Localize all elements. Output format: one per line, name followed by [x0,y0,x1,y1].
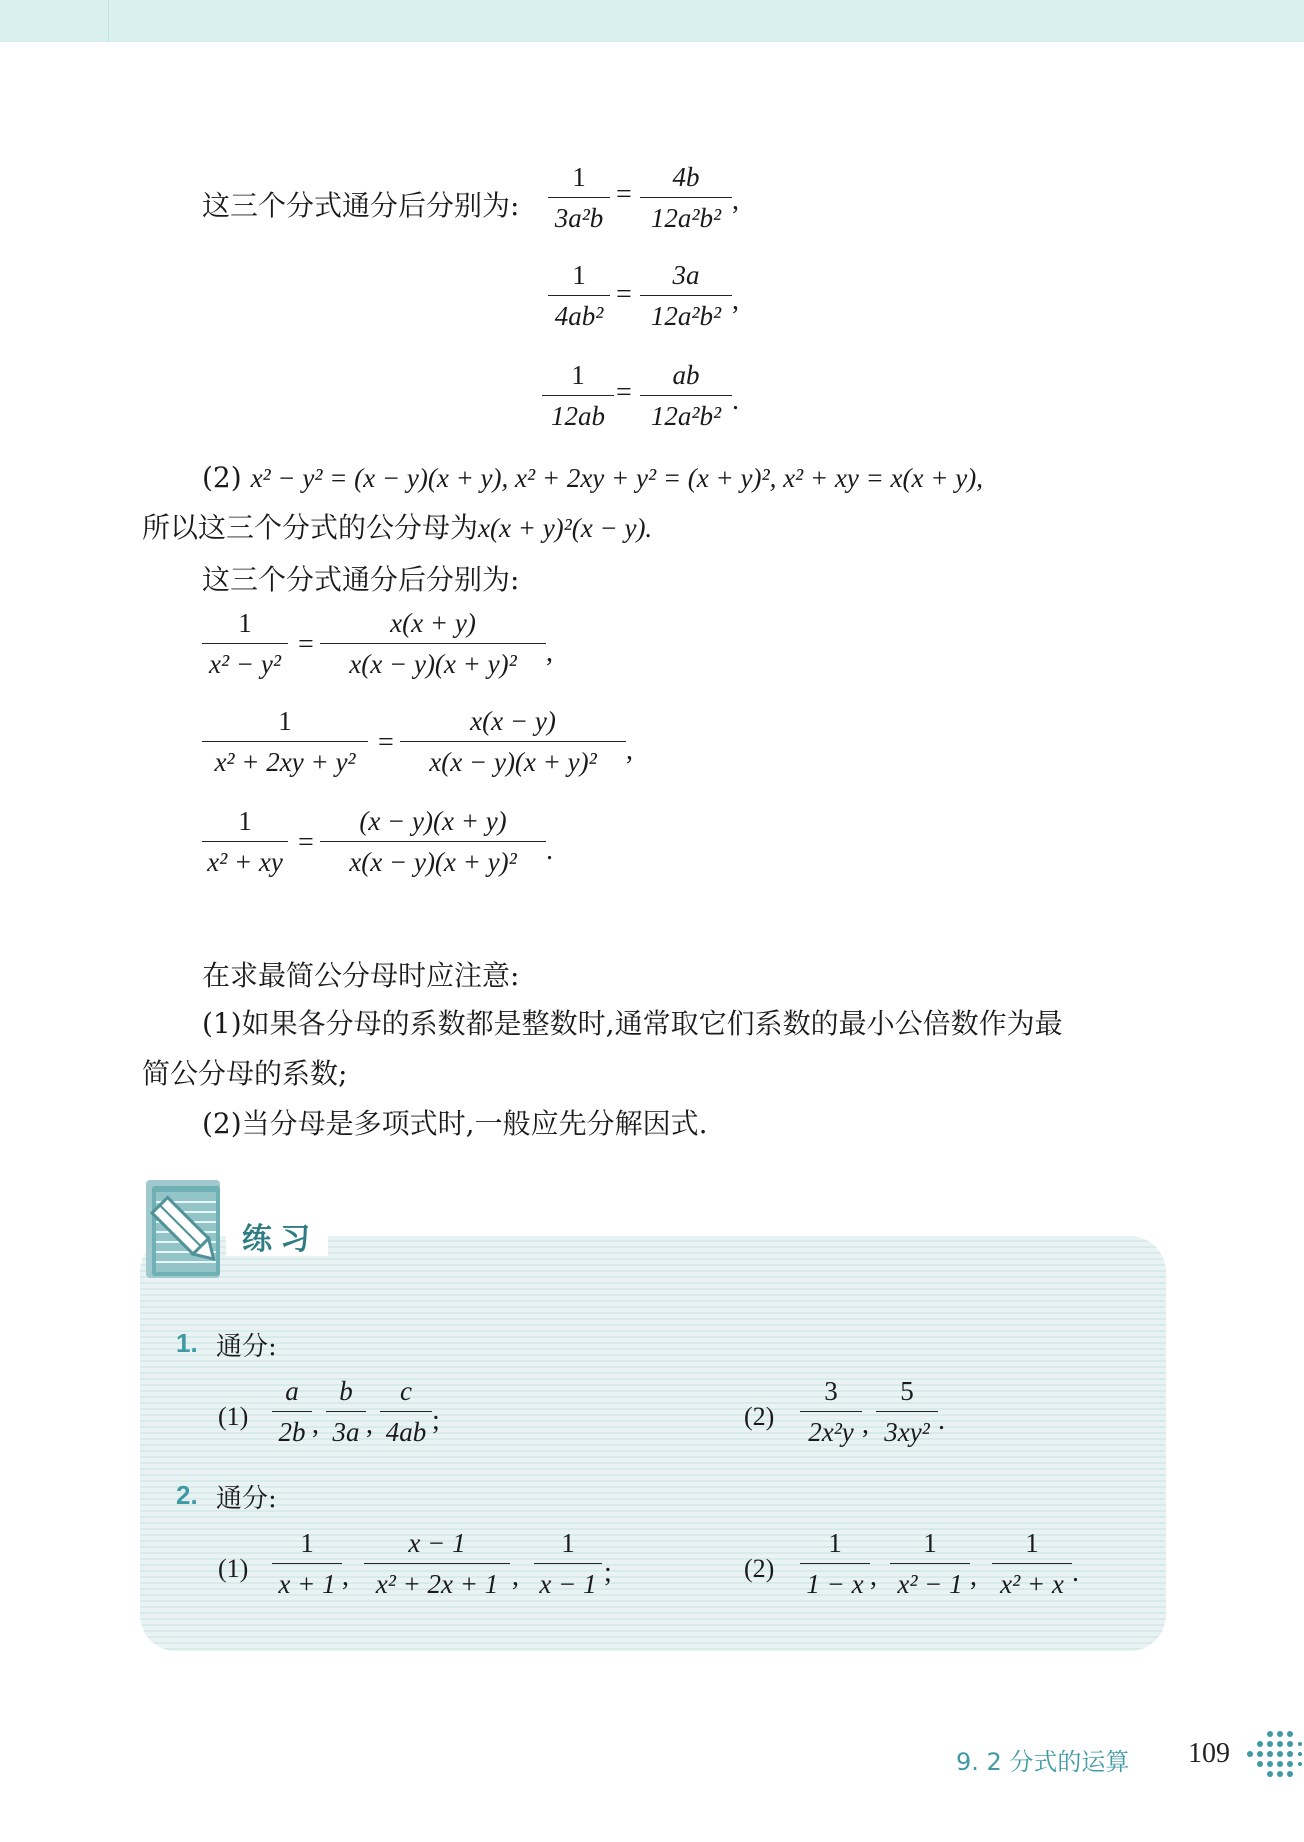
subquestion-label: (1) [218,1402,249,1431]
punctuation: . [1072,1557,1079,1588]
punctuation: ; [432,1405,440,1436]
subquestion-label: (2) [744,1402,775,1431]
equals-sign: = [616,279,632,310]
fraction: $\frac{1}{\text{x² + xy}}$ [202,804,288,879]
practice-title-tab [226,1208,328,1256]
footer-section-title: 9. 2 分式的运算 [956,1748,1130,1776]
question-number: 1. [176,1328,198,1358]
punctuation: ; [604,1557,612,1588]
fraction: $\frac{ab}{\text{12a²b²}}$ [640,358,732,433]
punctuation: , [312,1409,319,1440]
fraction: $\frac{1}{1 - x}$ [800,1526,870,1601]
notes-heading: 在求最简公分母时应注意: [202,959,520,992]
fraction: $\frac{3a}{\text{12a²b²}}$ [640,258,732,333]
fraction: $\frac{1}{\text{x² + 2xy + y²}}$ [202,704,368,779]
part2-line2 [142,510,652,546]
notes-item2: (2)当分母是多项式时,一般应先分解因式. [202,1107,708,1140]
part1-intro: 这三个分式通分后分别为: [202,189,520,222]
fraction: $\frac{x - 1}{\text{x² + 2x + 1}}$ [364,1526,510,1601]
question-number: 2. [176,1480,198,1510]
equals-sign: = [378,727,394,758]
punctuation: , [862,1409,869,1440]
fraction: $\frac{1}{\text{x² − y²}}$ [202,606,288,681]
factorization-math: x² − y² = (x − y)(x + y), x² + 2xy + y² = (x + y)², x² + xy = x(x + y), [250,463,983,493]
fraction: $\frac{c}{4ab}$ [380,1374,432,1449]
fraction: $\frac{1}{12ab}$ [542,358,614,433]
fraction: $\frac{1}{x + 1}$ [272,1526,342,1601]
fraction: $\frac{1}{\text{3a²b}}$ [548,160,610,235]
punctuation: , [546,637,553,668]
item-label: (2) [202,461,242,494]
subquestion-label: (2) [744,1554,775,1583]
punctuation: , [512,1561,519,1592]
question-text: 通分: [216,1332,277,1362]
equals-sign: = [616,377,632,408]
fraction: $\frac{5}{\text{3xy²}}$ [876,1374,938,1449]
fraction: $\frac{a}{2b}$ [272,1374,312,1449]
fraction: $\frac{1}{\text{x² − 1}}$ [890,1526,970,1601]
decorative-dot-grid-icon [1246,1728,1302,1784]
punctuation: , [732,185,739,216]
fraction: $\frac{b}{3a}$ [326,1374,366,1449]
punctuation: , [626,735,633,766]
fraction: $\frac{1}{\text{x² + x}}$ [992,1526,1072,1601]
fraction: $\frac{4b}{\text{12a²b²}}$ [640,160,732,235]
notes-item1-line2: 简公分母的系数; [142,1057,348,1090]
pencil-notebook-icon [146,1180,226,1278]
punctuation: , [732,285,739,316]
fraction: $\frac{x(x + y)}{\text{x(x − y)(x + y)²}}$ [320,606,546,681]
fraction: $\frac{1}{x - 1}$ [534,1526,602,1601]
question-text: 通分: [216,1484,277,1514]
punctuation: . [938,1405,945,1436]
punctuation: . [732,385,739,416]
part2-line3: 这三个分式通分后分别为: [202,563,520,596]
practice-title: 练习 [242,1222,318,1257]
punctuation: , [970,1561,977,1592]
header-band [0,0,1304,42]
fraction: $\frac{3}{\text{2x²y}}$ [800,1374,862,1449]
punctuation: , [870,1561,877,1592]
subquestion-label: (1) [218,1554,249,1583]
fraction: $\frac{x(x - y)}{\text{x(x − y)(x + y)²}}$ [400,704,626,779]
common-denominator-text: 所以这三个分式的公分母为 [142,511,479,544]
common-denominator-math: x(x + y)²(x − y). [478,513,653,543]
punctuation: , [342,1561,349,1592]
notes-item1-line1: (1)如果各分母的系数都是整数时,通常取它们系数的最小公倍数作为最 [202,1007,1063,1040]
fraction: $\frac{(x - y)(x + y)}{\text{x(x − y)(x + y)²}}$ [320,804,546,879]
equals-sign: = [298,629,314,660]
part2-line1 [202,460,983,496]
punctuation: , [366,1409,373,1440]
equals-sign: = [616,179,632,210]
equals-sign: = [298,827,314,858]
punctuation: . [546,835,553,866]
page-number: 109 [1188,1738,1230,1769]
fraction: $\frac{1}{\text{4ab²}}$ [548,258,610,333]
